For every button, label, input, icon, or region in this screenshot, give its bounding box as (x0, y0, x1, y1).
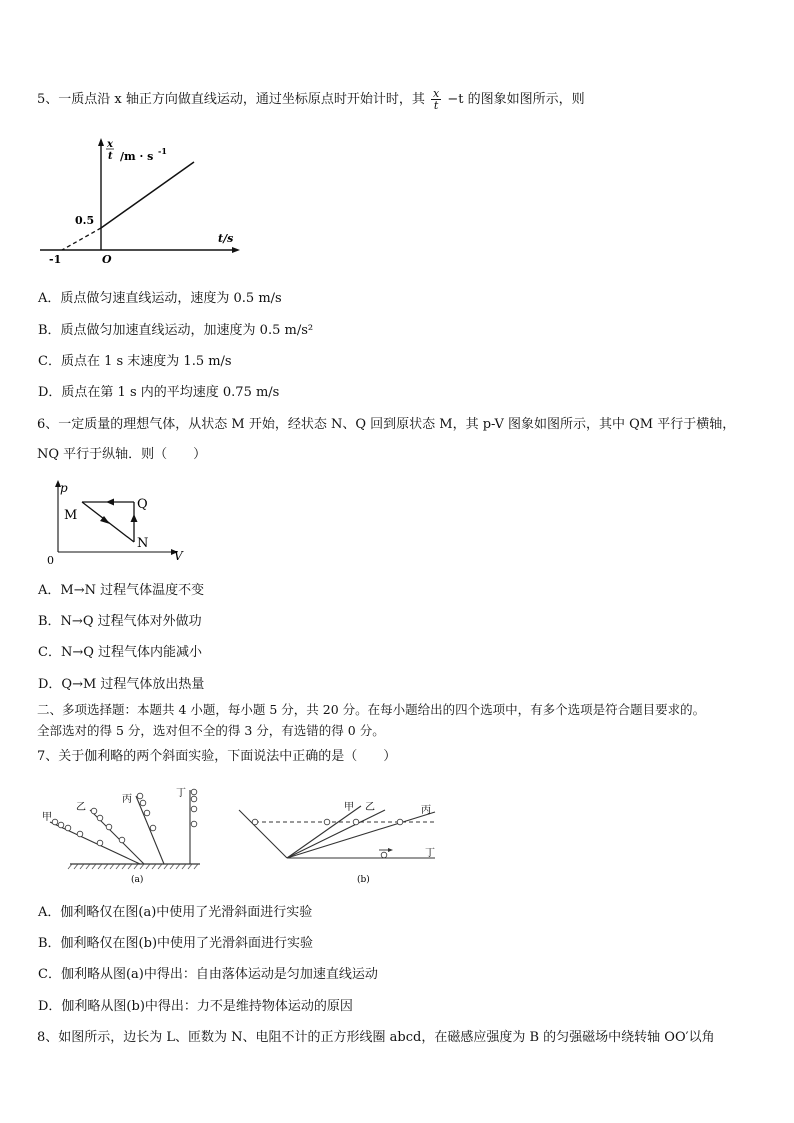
section2-heading-line2: 全部选对的得 5 分，选对但不全的得 3 分，有选错的得 0 分。 (37, 723, 385, 738)
q5-y-label-den: t (108, 151, 113, 162)
q5-stem-fraction (431, 88, 441, 111)
q6-m-label: M (64, 508, 78, 523)
section2-heading-line1: 二、多项选择题：本题共 4 小题，每小题 5 分，共 20 分。在每小题给出的四个选项中，有多个选项是符合题目要求的。 (37, 702, 706, 717)
fig-b-motion-arrow-icon (388, 848, 393, 852)
q5-stem (37, 88, 585, 111)
q5-option-a[interactable]: A．质点做匀速直线运动，速度为 0.5 m/s (38, 291, 282, 306)
fig-b-caption: (b) (357, 875, 370, 885)
q5-dashed-extension (62, 228, 101, 250)
fig-a-label-ding: 丁 (176, 788, 186, 799)
q6-v-label: V (174, 549, 183, 563)
q6-option-b[interactable]: B．N→Q 过程气体对外做功 (38, 614, 202, 629)
q5-graph-line (101, 162, 194, 228)
fig-a-incline-bing (136, 796, 164, 864)
q6-p-label: p (60, 481, 68, 495)
q5-graph (36, 138, 246, 268)
q5-stem-suffix: −t 的图象如图所示，则 (447, 92, 585, 107)
q6-option-c[interactable]: C．N→Q 过程气体内能减小 (38, 645, 203, 660)
fig-b-incline-yi (287, 810, 385, 858)
q7-option-c[interactable]: C．伽利略从图(a)中得出：自由落体运动是匀加速直线运动 (38, 967, 378, 982)
q7-option-a[interactable]: A．伽利略仅在图(a)中使用了光滑斜面进行实验 (38, 905, 313, 920)
q5-option-d[interactable]: D．质点在第 1 s 内的平均速度 0.75 m/s (38, 385, 280, 400)
q5-x-arrow-icon (232, 247, 240, 253)
q5-option-b[interactable]: B．质点做匀加速直线运动，加速度为 0.5 m/s² (38, 323, 314, 338)
q6-arrow-qm-icon (106, 499, 114, 506)
q7-option-d[interactable]: D．伽利略从图(b)中得出：力不是维持物体运动的原因 (38, 999, 353, 1014)
fig-b-incline-jia (287, 806, 361, 858)
fig-a-label-jia: 甲 (42, 812, 52, 823)
q6-q-label: Q (137, 497, 148, 512)
q5-option-c[interactable]: C．质点在 1 s 末速度为 1.5 m/s (38, 354, 232, 369)
q6-arrow-nq-icon (131, 514, 138, 522)
fig-b-label-bing: 丙 (421, 805, 431, 816)
fig-a-incline-jia (50, 822, 140, 864)
q6-option-a[interactable]: A．M→N 过程气体温度不变 (38, 583, 205, 598)
q7-stem: 7、关于伽利略的两个斜面实验，下面说法中正确的是（ ） (37, 749, 397, 764)
q5-origin-label: O (102, 253, 112, 266)
fig-b-label-yi: 乙 (365, 802, 375, 813)
fig-b-incline-bing (287, 812, 435, 858)
fig-b-left-incline (239, 810, 287, 858)
q5-y-unit: /m · s (120, 150, 154, 163)
q5-y-arrow-icon (98, 138, 104, 146)
fraction-denominator: t (433, 99, 439, 112)
q8-stem: 8、如图所示，边长为 L、匝数为 N、电阻不计的正方形线圈 abcd，在磁感应强度为 B 的匀强磁场中绕转轴 OO′以角 (37, 1030, 715, 1045)
fig-b-label-ding: 丁 (425, 848, 435, 859)
q6-graph (44, 478, 194, 566)
q7-figure-a (40, 784, 205, 888)
q5-x-label: t/s (218, 232, 234, 245)
q5-intercept-label: 0.5 (75, 214, 95, 227)
q7-option-b[interactable]: B．伽利略仅在图(b)中使用了光滑斜面进行实验 (38, 936, 314, 951)
fig-a-label-bing: 丙 (122, 794, 132, 805)
q5-y-unit-exponent: -1 (158, 146, 167, 156)
fraction-numerator: x (433, 87, 440, 100)
q6-origin-label: 0 (47, 554, 54, 567)
q6-n-label: N (137, 536, 149, 551)
q5-stem-text: 5、一质点沿 x 轴正方向做直线运动，通过坐标原点时开始计时，其 (37, 92, 425, 107)
q6-stem-line1: 6、一定质量的理想气体，从状态 M 开始，经状态 N、Q 回到原状态 M，其 p-V 图象如图所示，其中 QM 平行于横轴， (37, 417, 736, 432)
q5-x-intercept-label: -1 (49, 253, 62, 266)
fig-b-label-jia: 甲 (344, 802, 354, 813)
q5-y-label-num: x (107, 139, 113, 150)
fig-a-label-yi: 乙 (76, 802, 86, 813)
q6-option-d[interactable]: D．Q→M 过程气体放出热量 (38, 677, 205, 692)
q6-stem-line2: NQ 平行于纵轴．则（ ） (37, 447, 207, 462)
fig-a-ground-hatch (68, 864, 198, 869)
fig-a-caption: (a) (131, 875, 144, 885)
q7-figure-b (235, 796, 445, 888)
